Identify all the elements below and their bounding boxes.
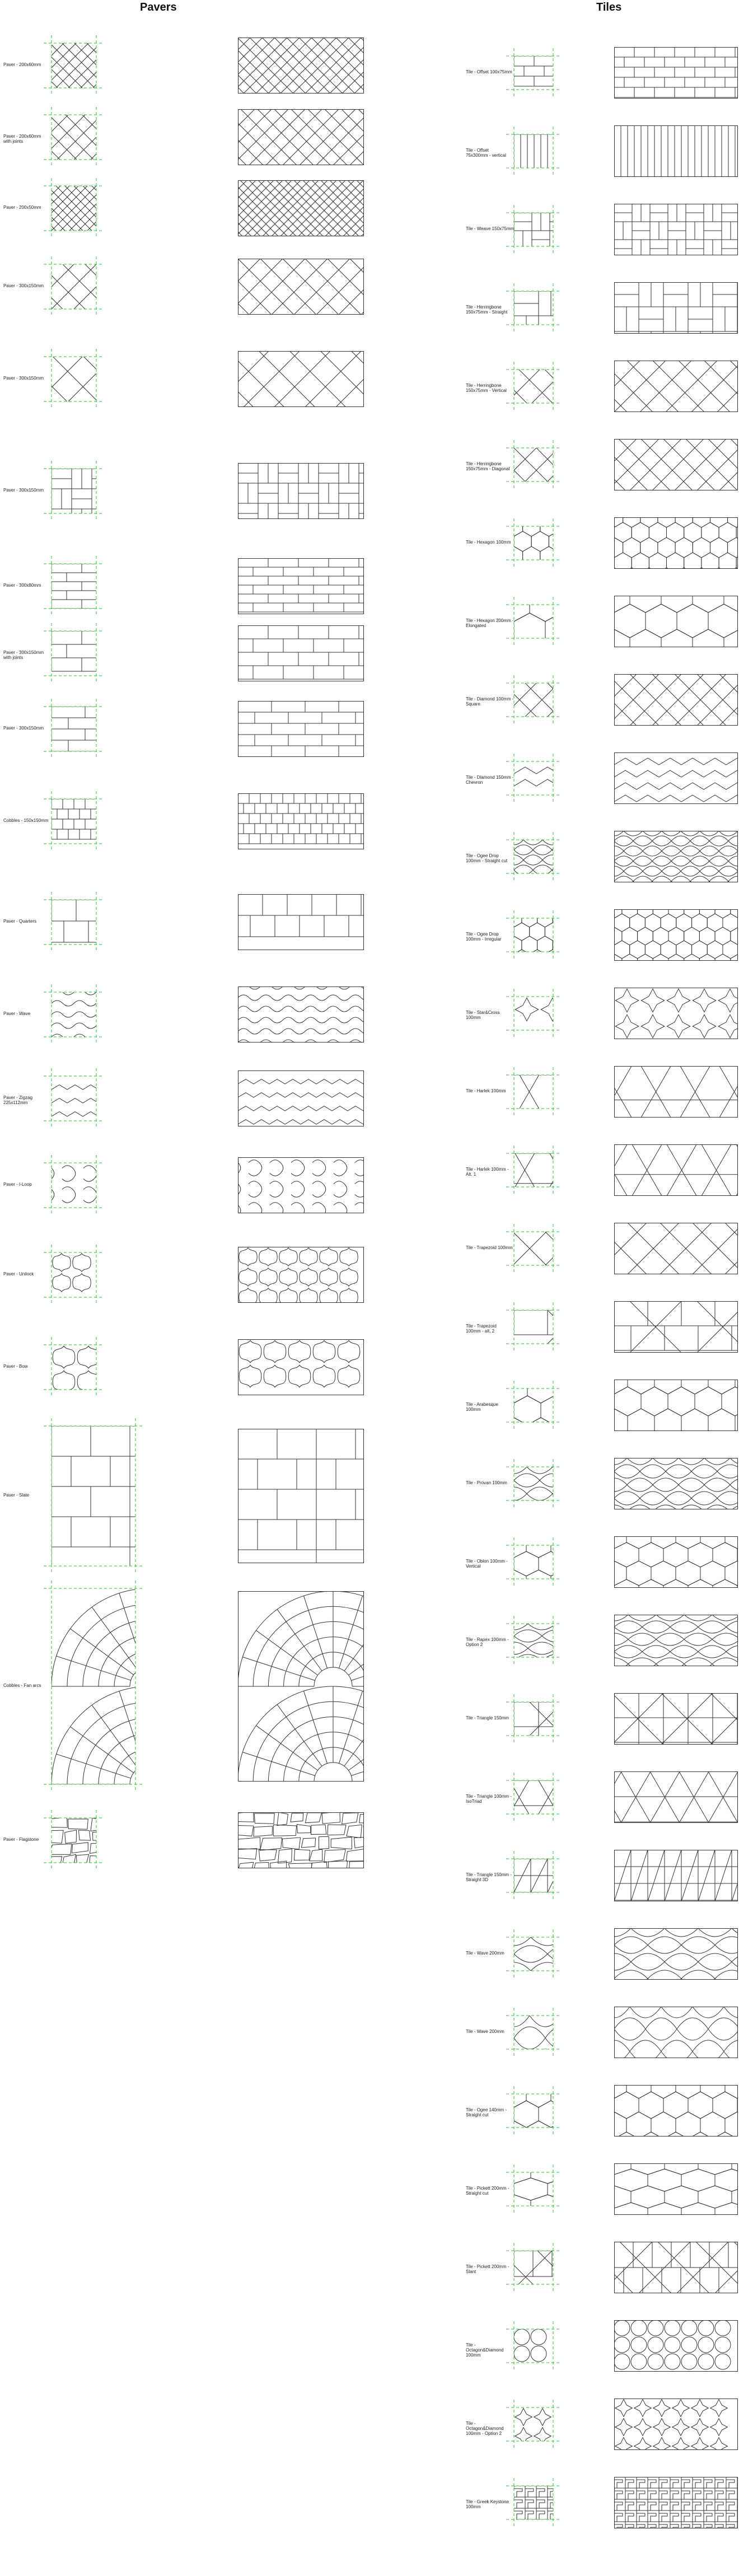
tiles-swatch bbox=[514, 761, 553, 795]
tiles-preview bbox=[614, 2477, 738, 2528]
tiles-row bbox=[0, 1680, 739, 1758]
tiles-label: Tile - Triangle 150mm - Straight 3D bbox=[466, 1872, 512, 1882]
tiles-label: Tile - Ogee Drop 100mm - Straight cut bbox=[466, 853, 508, 863]
tiles-preview bbox=[614, 1301, 738, 1353]
tiles-row bbox=[0, 739, 739, 817]
tiles-preview bbox=[614, 439, 738, 490]
pavers-label: Paver - 300x80mm bbox=[3, 583, 41, 588]
tiles-preview bbox=[614, 2163, 738, 2215]
tiles-row bbox=[0, 347, 739, 426]
tiles-row bbox=[0, 1288, 739, 1366]
tiles-swatch bbox=[514, 2486, 553, 2519]
tiles-label: Tile - Star&Cross 100mm bbox=[466, 1010, 500, 1020]
tiles-row bbox=[0, 1366, 739, 1444]
tiles-preview bbox=[614, 1536, 738, 1588]
tiles-row bbox=[0, 1053, 739, 1131]
tiles-preview bbox=[614, 125, 738, 177]
tiles-row bbox=[0, 426, 739, 504]
tiles-row bbox=[0, 34, 739, 112]
tiles-preview bbox=[614, 1223, 738, 1274]
tiles-heading: Tiles bbox=[596, 1, 622, 13]
pavers-label: Cobbles - 150x150mm bbox=[3, 818, 49, 823]
tiles-label: Tile - Greek Keystone 100mm bbox=[466, 2499, 509, 2509]
pavers-label: Paver - 300x150mm bbox=[3, 283, 44, 288]
pavers-label: Paver - Zigzag 225x112mm bbox=[3, 1095, 33, 1105]
tiles-row bbox=[0, 112, 739, 190]
tiles-swatch bbox=[514, 2172, 553, 2206]
tiles-row bbox=[0, 1131, 739, 1209]
tiles-label: Tile - Hexagon 100mm bbox=[466, 540, 511, 545]
tiles-preview bbox=[614, 1615, 738, 1666]
tiles-label: Tile - Weave 150x75mm bbox=[466, 226, 515, 231]
tiles-preview bbox=[614, 1066, 738, 1118]
tiles-swatch bbox=[514, 1702, 553, 1736]
pavers-label: Paver - Slate bbox=[3, 1493, 30, 1498]
tiles-label: Tile - Herringbone 150x75mm - Straight bbox=[466, 305, 508, 315]
tiles-label: Tile - Hexagon 200mm - Elongated bbox=[466, 618, 514, 628]
tiles-label: Tile - Harlek 100mm - Alt. 1 bbox=[466, 1167, 509, 1177]
tiles-row bbox=[0, 504, 739, 582]
tiles-preview bbox=[614, 1380, 738, 1431]
tiles-row bbox=[0, 269, 739, 347]
tiles-swatch bbox=[514, 1232, 553, 1265]
tiles-preview bbox=[614, 1771, 738, 1823]
tiles-swatch bbox=[514, 1310, 553, 1344]
tiles-preview bbox=[614, 909, 738, 961]
tiles-row bbox=[0, 1209, 739, 1288]
pavers-label: Paver - 200x50mm bbox=[3, 205, 41, 210]
tiles-label: Tile - Ogee Drop 100mm - Irregular bbox=[466, 932, 502, 942]
tiles-label: Tile - Rapex 100mm - Option 2 bbox=[466, 1637, 509, 1647]
tiles-row bbox=[0, 1758, 739, 1836]
pavers-heading: Pavers bbox=[140, 1, 177, 13]
tiles-row bbox=[0, 2463, 739, 2542]
tiles-label: Tile - Harlek 100mm bbox=[466, 1088, 506, 1093]
tiles-row bbox=[0, 582, 739, 661]
tiles-label: Tile - Offset 100x75mm bbox=[466, 69, 512, 74]
tiles-label: Tile - Diamond 150mm - Chevron bbox=[466, 775, 514, 785]
tiles-swatch bbox=[514, 840, 553, 873]
tiles-row bbox=[0, 2072, 739, 2150]
tiles-preview bbox=[614, 2085, 738, 2136]
tiles-row bbox=[0, 817, 739, 896]
tiles-swatch bbox=[514, 1859, 553, 1892]
tiles-label: Tile - Arabesque 100mm bbox=[466, 1402, 498, 1412]
pavers-label: Paver - 200x60mm bbox=[3, 62, 41, 67]
tiles-swatch bbox=[514, 2094, 553, 2128]
tiles-swatch bbox=[514, 683, 553, 717]
tiles-preview bbox=[614, 47, 738, 99]
tiles-row bbox=[0, 2228, 739, 2307]
tiles-swatch bbox=[514, 918, 553, 952]
tiles-swatch bbox=[514, 213, 553, 246]
tiles-row bbox=[0, 1915, 739, 1993]
tiles-row bbox=[0, 1993, 739, 2072]
tiles-label: Tile - Oblon 100mm - Vertical bbox=[466, 1559, 508, 1569]
tiles-label: Tile - Octagon&Diamond 100mm - Option 2 bbox=[466, 2421, 504, 2436]
tiles-preview bbox=[614, 361, 738, 412]
tiles-label: Tile - Herringbone 150x75mm - Diagonal bbox=[466, 461, 510, 471]
tiles-swatch bbox=[514, 2016, 553, 2049]
pavers-label: Paver - 300x150mm bbox=[3, 726, 44, 731]
tiles-preview bbox=[614, 674, 738, 726]
tiles-preview bbox=[614, 752, 738, 804]
tiles-label: Tile - Pickett 200mm - Straight cut bbox=[466, 2186, 509, 2196]
tiles-swatch bbox=[514, 2251, 553, 2284]
tiles-row bbox=[0, 974, 739, 1053]
tiles-label: Tile - Triangle 150mm bbox=[466, 1715, 509, 1721]
pavers-label: Paver - 300x150mm bbox=[3, 376, 44, 381]
tiles-preview bbox=[614, 1144, 738, 1196]
tiles-swatch bbox=[514, 56, 553, 90]
tiles-label: Tile - Provan 100mm bbox=[466, 1480, 507, 1485]
pavers-label: Paver - Bow bbox=[3, 1364, 28, 1369]
tiles-row bbox=[0, 1523, 739, 1601]
tiles-preview bbox=[614, 2242, 738, 2293]
tiles-row bbox=[0, 2150, 739, 2228]
tiles-preview bbox=[614, 2399, 738, 2450]
tiles-swatch bbox=[514, 1153, 553, 1187]
tiles-preview bbox=[614, 831, 738, 882]
tiles-preview bbox=[614, 1458, 738, 1509]
tiles-row bbox=[0, 896, 739, 974]
tiles-swatch bbox=[514, 997, 553, 1030]
tiles-row bbox=[0, 661, 739, 739]
tiles-preview bbox=[614, 204, 738, 255]
pavers-label: Paver - 300x150mm with joints bbox=[3, 650, 44, 660]
tiles-label: Tile - Offset 75x300mm - vertical bbox=[466, 148, 507, 158]
tiles-swatch bbox=[514, 1937, 553, 1971]
tiles-preview bbox=[614, 2007, 738, 2058]
tiles-label: Tile - Pickett 200mm - Slant bbox=[466, 2264, 509, 2274]
tiles-preview bbox=[614, 1928, 738, 1980]
tiles-row bbox=[0, 190, 739, 269]
tiles-swatch bbox=[514, 1545, 553, 1579]
tiles-swatch bbox=[514, 1780, 553, 1814]
tiles-swatch bbox=[514, 1624, 553, 1657]
tiles-label: Tile - Diamond 100mm - Square bbox=[466, 696, 514, 707]
tiles-label: Tile - Wave 200mm bbox=[466, 2029, 504, 2034]
tiles-row bbox=[0, 2307, 739, 2385]
pavers-label: Paver - I-Loop bbox=[3, 1182, 32, 1187]
tiles-label: Tile - Trapezoid 100mm - alt. 2 bbox=[466, 1324, 497, 1334]
tiles-swatch bbox=[514, 370, 553, 403]
tiles-label: Tile - Herringbone 150x75mm - Vertical bbox=[466, 383, 507, 393]
pavers-label: Paver - Quarters bbox=[3, 919, 37, 924]
tiles-swatch bbox=[514, 2407, 553, 2441]
tiles-label: Tile - Triangle 100mm - IsoTriad bbox=[466, 1794, 512, 1804]
tiles-row bbox=[0, 1836, 739, 1915]
tiles-swatch bbox=[514, 448, 553, 481]
pavers-label: Paver - 300x150mm bbox=[3, 488, 44, 493]
tiles-row bbox=[0, 1601, 739, 1680]
tiles-swatch bbox=[514, 526, 553, 560]
tiles-row bbox=[0, 1444, 739, 1523]
tiles-swatch bbox=[514, 134, 553, 168]
pavers-label: Paver - Unilock bbox=[3, 1271, 34, 1277]
tiles-preview bbox=[614, 517, 738, 569]
tiles-label: Tile - Octagon&Diamond 100mm bbox=[466, 2343, 504, 2358]
tiles-preview bbox=[614, 596, 738, 647]
tiles-swatch bbox=[514, 1388, 553, 1422]
pavers-label: Paver - Wave bbox=[3, 1011, 31, 1016]
tiles-row bbox=[0, 2385, 739, 2463]
tiles-label: Tile - Trapezoid 100mm bbox=[466, 1245, 513, 1250]
pavers-label: Paver - 200x60mm with joints bbox=[3, 133, 41, 144]
tiles-swatch bbox=[514, 2329, 553, 2363]
tiles-preview bbox=[614, 282, 738, 334]
tiles-preview bbox=[614, 988, 738, 1039]
tiles-swatch bbox=[514, 605, 553, 638]
tiles-label: Tile - Ogee 140mm - Straight cut bbox=[466, 2107, 507, 2117]
tiles-swatch bbox=[514, 1467, 553, 1500]
tiles-preview bbox=[614, 1693, 738, 1745]
pavers-label: Paver - Flagstone bbox=[3, 1837, 39, 1842]
tiles-swatch bbox=[514, 1075, 553, 1109]
tiles-label: Tile - Wave 200mm bbox=[466, 1951, 504, 1956]
tiles-preview bbox=[614, 1850, 738, 1901]
pavers-label: Cobbles - Fan arcs bbox=[3, 1683, 41, 1688]
tiles-preview bbox=[614, 2320, 738, 2372]
tiles-swatch bbox=[514, 291, 553, 325]
